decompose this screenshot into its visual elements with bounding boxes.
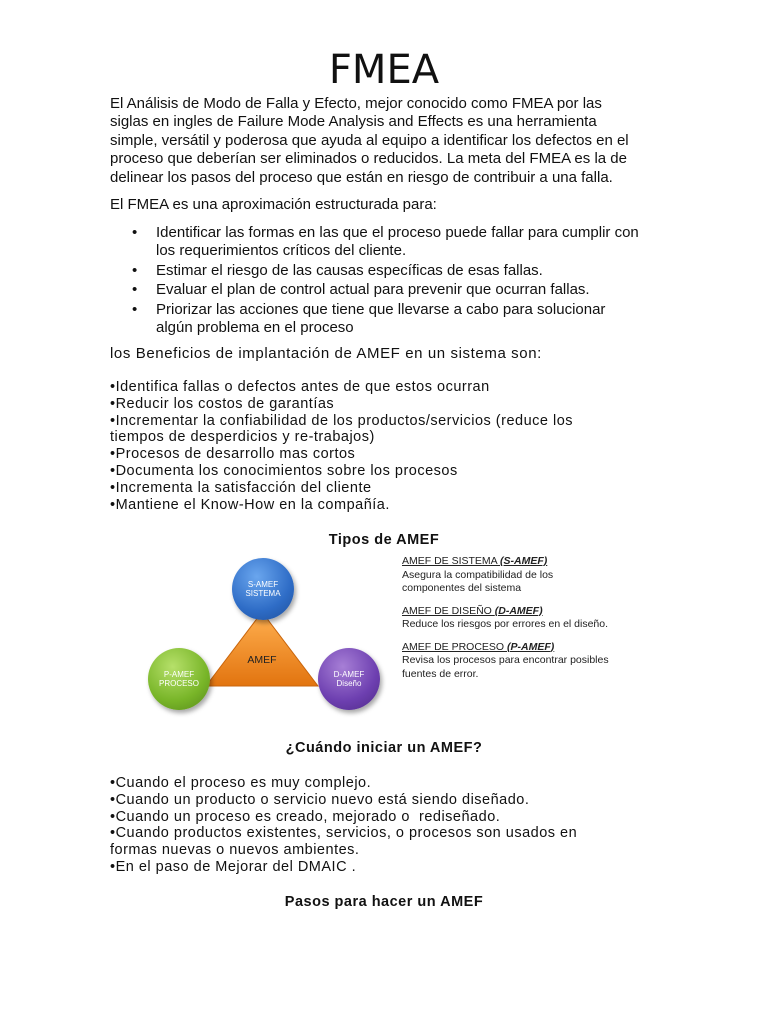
pasos-heading: Pasos para hacer un AMEF (284, 894, 484, 910)
benefit-line: •Reducir los costos de garantías (110, 395, 335, 412)
circle-label: D-AMEF (333, 669, 365, 679)
bullet-item (110, 281, 670, 299)
bullet-item (110, 301, 670, 338)
amef-center-label: AMEF (247, 654, 277, 666)
bullet-line: algún problema en el proceso (156, 319, 354, 337)
bullet-line: • Estimar el riesgo de las causas específicas de esas fallas. (156, 261, 543, 279)
amef-types-descriptions (402, 555, 640, 690)
intro-line: proceso que deberían ser eliminados o reducidos. La meta del FMEA es la de (110, 150, 627, 168)
cuando-line: •Cuando un producto o servicio nuevo está siendo diseñado. (110, 791, 530, 808)
type-heading: AMEF DE PROCESO (402, 640, 508, 653)
circle-label: SISTEMA (245, 589, 281, 598)
type-heading: AMEF DE DISEÑO (402, 604, 495, 617)
intro-line: siglas en ingles de Failure Mode Analysis and Effects es una herramienta (110, 113, 597, 131)
amef-type-item (402, 605, 640, 632)
s-amef-circle (232, 558, 294, 620)
bullet-line: los requerimientos críticos del cliente. (156, 242, 407, 260)
benefit-line: •Incrementar la confiabilidad de los productos/servicios (reduce los (110, 412, 574, 429)
type-description: Revisa los procesos para encontrar posibles (402, 654, 609, 666)
type-tag: (S-AMEF) (500, 555, 548, 567)
benefit-line: •Incrementa la satisfacción del cliente (110, 479, 372, 496)
type-description: componentes del sistema (402, 582, 522, 594)
intro-line: El Análisis de Modo de Falla y Efecto, mejor conocido como FMEA por las (110, 95, 602, 112)
approach-bullet-list (110, 224, 670, 338)
intro-paragraph (110, 95, 670, 187)
circle-label: PROCESO (158, 679, 199, 688)
intro-line: simple, versátil y poderosa que ayuda al equipo a identificar los defectos en el (110, 131, 629, 149)
bullet-line: • Evaluar el plan de control actual para prevenir que ocurran fallas. (156, 281, 590, 299)
bullet-item (110, 224, 670, 261)
cuando-line: •Cuando productos existentes, servicios, o procesos son usados en (110, 825, 578, 842)
benefit-line: •Procesos de desarrollo mas cortos (110, 446, 356, 463)
cuando-line: •Cuando un proceso es creado, mejorado o rediseñado. (110, 808, 501, 825)
amef-type-item (402, 555, 640, 596)
tipos-heading: Tipos de AMEF (328, 532, 440, 548)
type-description: Asegura la compatibilidad de los (402, 568, 554, 581)
amef-triangle-shape (200, 610, 320, 690)
circle-label: S-AMEF (247, 579, 279, 589)
p-amef-circle (148, 648, 210, 710)
d-amef-circle (318, 648, 380, 710)
benefit-line: tiempos de desperdicios y re-trabajos) (110, 429, 375, 446)
intro-line: delinear los pasos del proceso que están en riesgo de contribuir a una falla. (110, 168, 613, 186)
type-description: fuentes de error. (402, 667, 479, 680)
type-description: Reduce los riesgos por errores en el diseño. (402, 618, 609, 630)
cuando-line: •En el paso de Mejorar del DMAIC . (110, 858, 357, 875)
type-tag: (P-AMEF) (507, 640, 555, 653)
amef-types-diagram (140, 550, 640, 715)
bullet-line: • Identificar las formas en las que el proceso puede fallar para cumplir con (156, 224, 639, 241)
cuando-line: •Cuando el proceso es muy complejo. (110, 775, 372, 791)
amef-type-item (402, 641, 640, 682)
cuando-line: formas nuevas o nuevos ambientes. (110, 842, 360, 859)
bullet-line: • Priorizar las acciones que tiene que llevarse a cabo para solucionar (156, 300, 606, 318)
bullet-item (110, 262, 670, 280)
cuando-list (110, 775, 670, 876)
benefit-line: •Identifica fallas o defectos antes de que estos ocurran (110, 379, 490, 395)
benefits-list (110, 379, 670, 513)
cuando-heading: ¿Cuándo iniciar un AMEF? (285, 740, 483, 756)
benefit-line: •Documenta los conocimientos sobre los procesos (110, 462, 458, 479)
circle-label: P-AMEF (163, 669, 195, 679)
type-heading: AMEF DE SISTEMA (402, 555, 501, 567)
document-title: FMEA (328, 47, 440, 93)
lead-text: El FMEA es una aproximación estructurada para: (110, 196, 437, 213)
benefit-line: •Mantiene el Know-How en la compañía. (110, 496, 390, 513)
benefits-heading: los Beneficios de implantación de AMEF en un sistema son: (110, 345, 542, 362)
circle-label: Diseño (336, 679, 362, 688)
type-tag: (D-AMEF) (494, 604, 543, 617)
